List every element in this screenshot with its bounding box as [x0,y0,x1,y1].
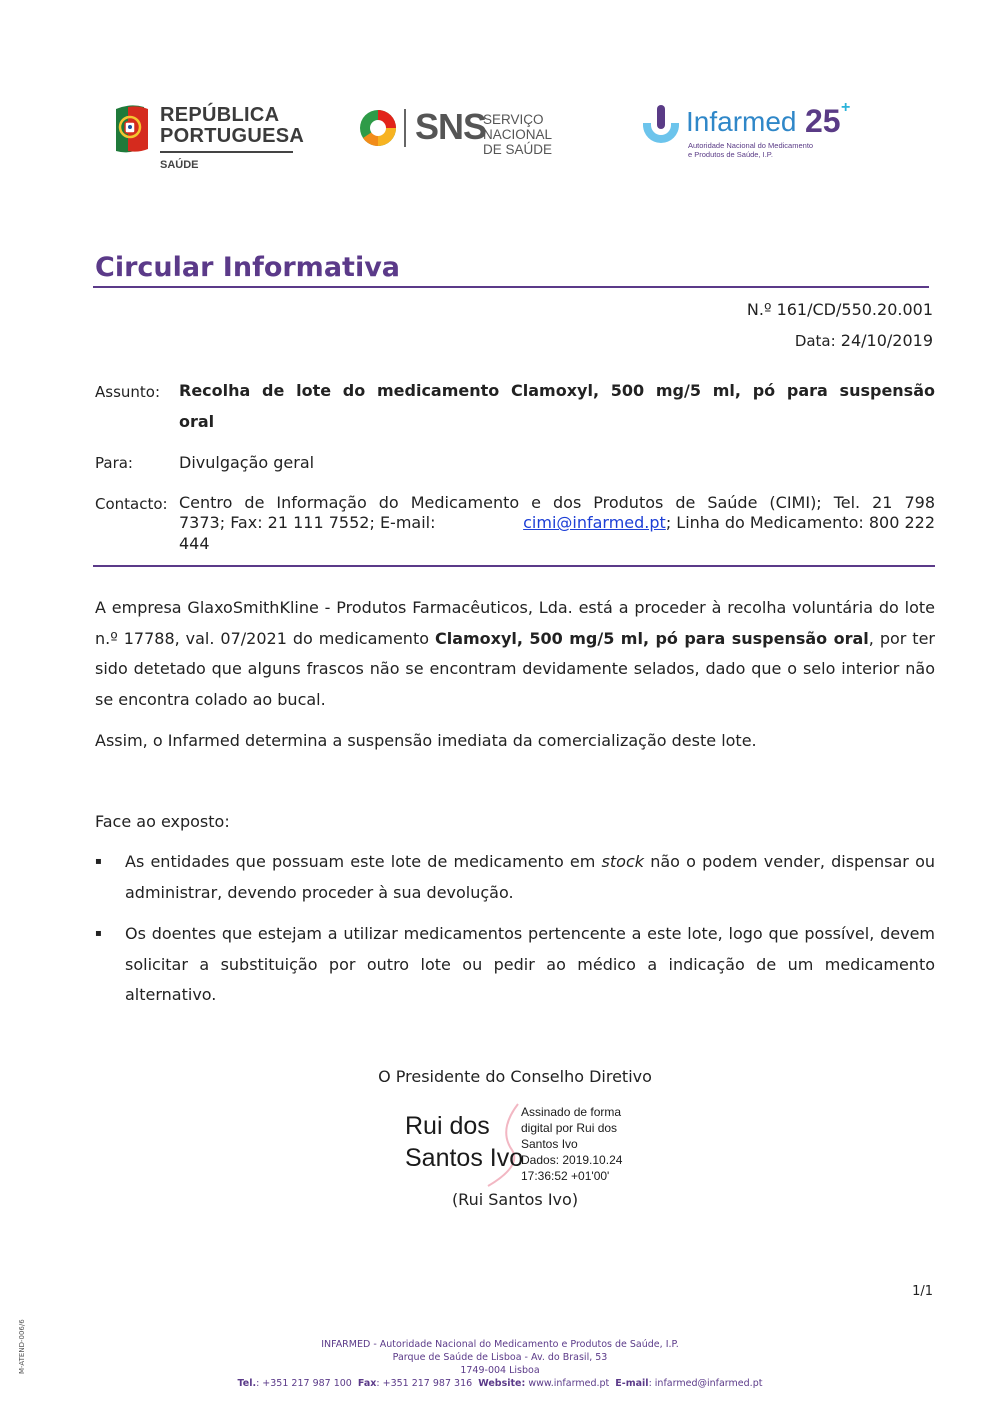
footer-website[interactable]: www.infarmed.pt [525,1378,610,1389]
footer-web-label: Website: [478,1378,526,1389]
body-paragraph-1 [95,593,935,716]
republica-line1: REPÚBLICA [160,104,280,126]
contact-line1: Centro de Informação do Medicamento e dos Produtos de Saúde (CIMI); Tel. 21 798 [179,493,935,512]
republica-logo-rule [160,151,293,153]
p1-medicine-name: Clamoxyl, 500 mg/5 ml, pó para suspensão oral [434,628,869,648]
sns-fullname [483,112,597,157]
body-paragraph-3: Face ao exposto: [95,812,230,831]
sns-abbreviation: SNS [415,106,487,147]
footer-line1: INFARMED - Autoridade Nacional do Medicamento e Produtos de Saúde, I.P. [321,1339,679,1350]
signatory-role: O Presidente do Conselho Diretivo [378,1067,652,1086]
fields-divider [93,565,935,567]
republica-line2: PORTUGUESA [160,125,305,147]
infarmed-plus-mark: + [841,99,851,116]
contact-line3: 444 [179,534,210,553]
infarmed-sub-line2: e Produtos de Saúde, I.P. [688,150,773,159]
republica-logo-subtitle: SAÚDE [160,159,199,171]
b1-italic: stock [601,852,645,871]
sns-line2: DE SAÚDE [483,142,553,157]
infarmed-subtitle [688,141,818,159]
contact-email-link[interactable]: cimi@infarmed.pt [523,513,666,532]
title-divider [93,286,929,288]
sns-emblem-icon [357,107,399,149]
subject-line1: Recolha de lote do medicamento Clamoxyl, 500 mg/5 ml, pó para suspensão [179,381,935,400]
digital-sig-line1: Assinado de forma [521,1105,622,1119]
contact-line2 [179,513,935,532]
p1-text-b: , por ter sido detetado que alguns frascos não se encontram devidamente selados, dado que o selo interior não se encontra colado ao bucal. [95,628,935,710]
body-paragraph-2: Assim, o Infarmed determina a suspensão imediata da comercialização deste lote. [95,731,757,750]
footer-fax-label: Fax [357,1378,377,1389]
bullet-2-marker: ▪ [95,928,102,939]
footer-fax: : +351 217 987 316 [376,1378,473,1389]
b1-text-b: não o podem vender, dispensar ou administrar, devendo proceder à sua devolução. [125,852,935,902]
to-value: Divulgação geral [179,453,315,472]
footer-email[interactable]: : infarmed@infarmed.pt [648,1378,763,1389]
footer-line3: 1749-004 Lisboa [460,1365,540,1376]
digital-sig-line3: Santos Ivo [521,1137,578,1151]
infarmed-logo [640,99,860,163]
subject-line2: oral [179,412,215,431]
b1-text-a: As entidades que possuam este lote de medicamento em [125,852,602,871]
to-label: Para: [95,454,133,472]
infarmed-sub-line1: Autoridade Nacional do Medicamento [688,141,814,150]
subject-label: Assunto: [95,383,161,401]
date-label: Data: [794,332,836,350]
infarmed-emblem-icon [640,103,682,147]
digital-sig-line4: Dados: 2019.10.24 [521,1153,623,1167]
coat-of-arms-icon [110,103,154,155]
contact-label: Contacto: [95,495,168,513]
sns-divider [404,109,406,147]
republica-logo-text [160,105,304,147]
contact-phone-fax: 7373; Fax: 21 111 7552; E-mail: [179,513,436,532]
infarmed-25-anniversary: 25 [805,103,841,139]
p1-text-a: A empresa GlaxoSmithKline - Produtos Farmacêuticos, Lda. está a proceder à recolha voluntária do lote n.º 17788, val. 07/2021 do medicamento [95,598,935,648]
sns-logo [357,106,597,157]
form-code: M-ATEND-006/6 [18,1319,26,1374]
page-number: 1/1 [912,1284,933,1299]
footer-email-label: E-mail [615,1378,649,1389]
signature-name [405,1110,523,1174]
sns-line1: SERVIÇO NACIONAL [483,112,553,142]
republica-portuguesa-logo [110,103,305,173]
digital-sig-line2: digital por Rui dos [521,1121,618,1135]
bullet-item-1 [125,847,935,908]
bullet-1-marker: ▪ [95,856,102,867]
footer-line2: Parque de Saúde de Lisboa - Av. do Brasil, 53 [392,1352,608,1363]
digital-sig-line5: 17:36:52 +01'00' [521,1169,610,1183]
document-date [795,331,933,350]
footer-tel-label: Tel. [237,1378,257,1389]
digital-signature-info [521,1104,622,1184]
signature-name-line1: Rui dos [405,1112,490,1140]
document-title: Circular Informativa [95,252,401,283]
contact-helpline: ; Linha do Medicamento: 800 222 [665,513,935,532]
signatory-printed-name: (Rui Santos Ivo) [451,1190,579,1209]
signature-name-line2: Santos Ivo [405,1144,524,1172]
footer-tel: : +351 217 987 100 [256,1378,352,1389]
date-value: 24/10/2019 [840,331,933,350]
document-number: N.º 161/CD/550.20.001 [746,300,933,319]
infarmed-wordmark: Infarmed [686,106,797,137]
footer-contacts [0,1378,1000,1391]
bullet-item-2: Os doentes que estejam a utilizar medicamentos pertencente a este lote, logo que possível, devem solicitar a substituição por outro lote ou pedir ao médico a indicação de um medicamento alternativo. [125,924,935,1005]
